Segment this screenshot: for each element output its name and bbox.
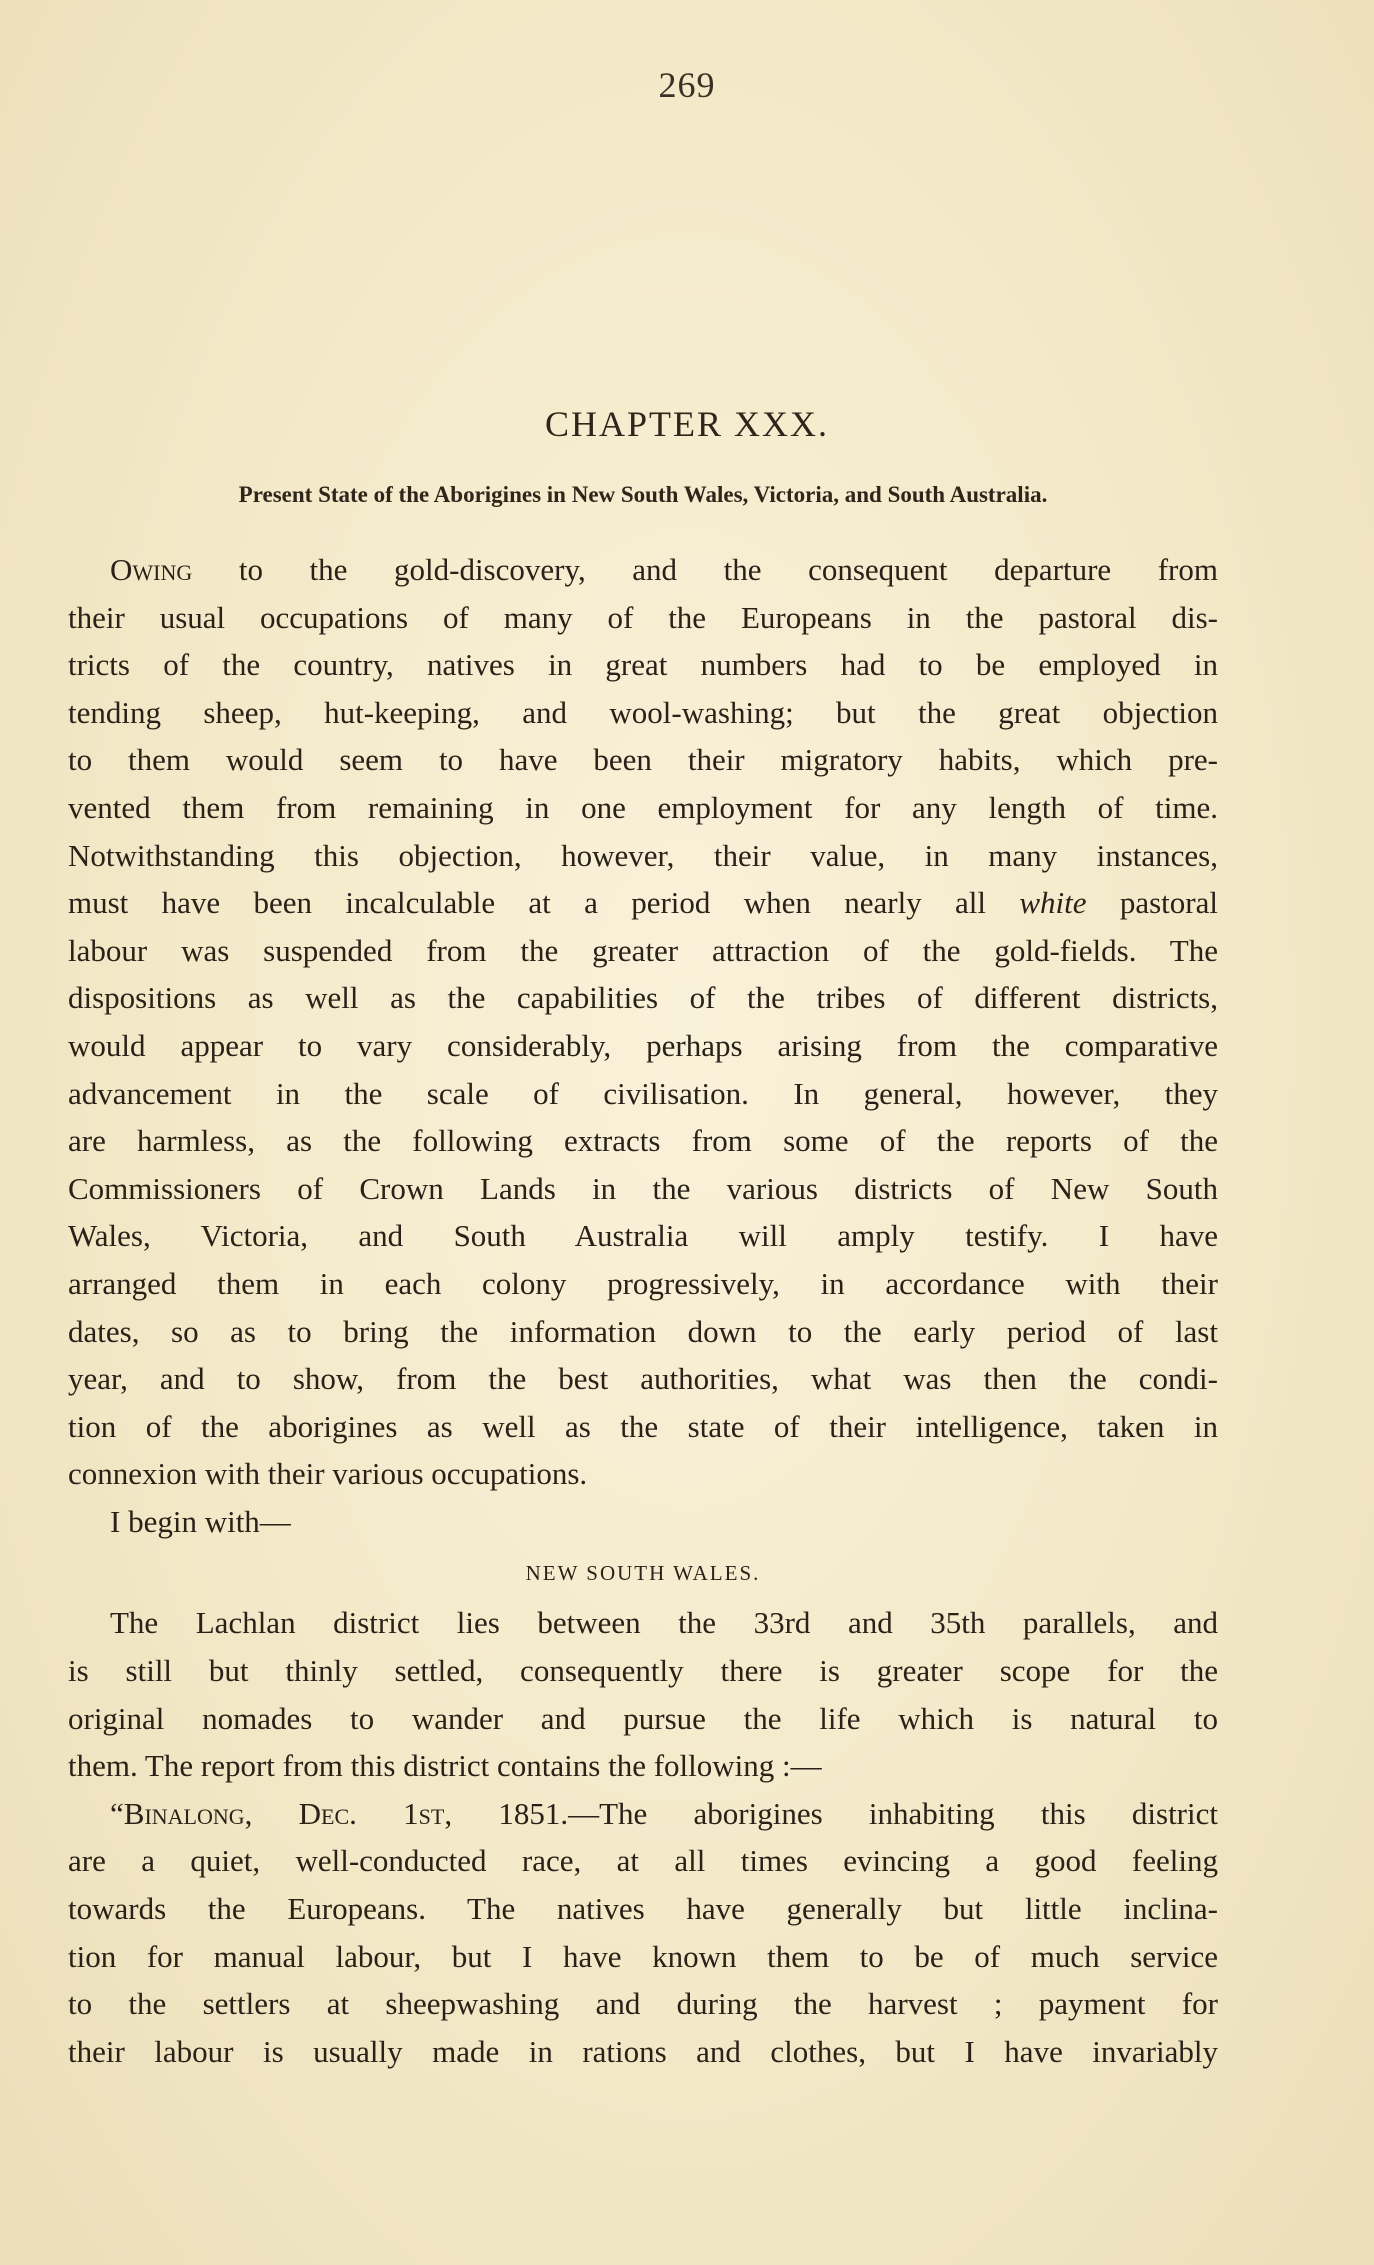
paragraph-line: original nomades to wander and pursue the life which is natural to (68, 1700, 1218, 1736)
paragraph-line: them. The report from this district contains the following :— (68, 1748, 822, 1784)
paragraph-line: dates, so as to bring the information down to the early period of last (68, 1313, 1218, 1349)
quote-place: Binalong, Dec. 1st (123, 1795, 445, 1831)
paragraph-line: vented them from remaining in one employment for any length of time. (68, 789, 1218, 825)
section-body (68, 1599, 1218, 2075)
section-heading: NEW SOUTH WALES. (525, 1561, 761, 1586)
paragraph-line: Notwithstanding this objection, however, their value, in many instances, (68, 837, 1218, 873)
paragraph-line: dispositions as well as the capabilities of the tribes of different districts, (68, 980, 1218, 1016)
paragraph-line: must have been incalculable at a period when nearly all white pastoral (68, 885, 1218, 921)
paragraph-line: Commissioners of Crown Lands in the various districts of New South (68, 1170, 1218, 1206)
paragraph-line: tending sheep, hut-keeping, and wool-washing; but the great objection (68, 694, 1218, 730)
page-number: 269 (658, 65, 716, 105)
paragraph-line: tion of the aborigines as well as the state of their intelligence, taken in (68, 1408, 1218, 1444)
paragraph-line: would appear to vary considerably, perhaps arising from the comparative (68, 1027, 1218, 1063)
paragraph-line: connexion with their various occupations. (68, 1456, 588, 1492)
paragraph-line: their usual occupations of many of the Europeans in the pastoral dis- (68, 599, 1218, 635)
paragraph-line: are harmless, as the following extracts from some of the reports of the (68, 1123, 1218, 1159)
paragraph-line: is still but thinly settled, consequently there is greater scope for the (68, 1653, 1218, 1689)
body-text (68, 546, 1218, 2075)
quote-line: are a quiet, well-conducted race, at all times evincing a good feeling (68, 1843, 1218, 1879)
paragraph-line: advancement in the scale of civilisation. In general, however, they (68, 1075, 1218, 1111)
quote-line: tion for manual labour, but I have known them to be of much service (68, 1938, 1218, 1974)
paragraph-line: The Lachlan district lies between the 33rd and 35th parallels, and (110, 1605, 1218, 1641)
quote-line: towards the Europeans. The natives have generally but little inclina- (68, 1891, 1218, 1927)
quote-line: to the settlers at sheepwashing and during the harvest ; payment for (68, 1986, 1218, 2022)
italic-word: white (1019, 885, 1087, 921)
chapter-title: CHAPTER XXX. (544, 404, 829, 444)
paragraph-line: tricts of the country, natives in great numbers had to be employed in (68, 647, 1218, 683)
begin-line: I begin with— (110, 1503, 291, 1539)
paragraph-line: Wales, Victoria, and South Australia will amply testify. I have (68, 1218, 1218, 1254)
paragraph-line: arranged them in each colony progressively, in accordance with their (68, 1265, 1218, 1301)
quote-line: their labour is usually made in rations and clothes, but I have invariably (68, 2033, 1218, 2069)
paragraph-line: Owing to the gold-discovery, and the consequent departure from (110, 552, 1218, 587)
paragraph-line: to them would seem to have been their migratory habits, which pre- (68, 742, 1218, 778)
drop-word: Owing (110, 552, 193, 587)
quote-line: “Binalong, Dec. 1st, 1851.—The aborigines inhabiting this district (110, 1795, 1218, 1831)
paragraph-line: labour was suspended from the greater attraction of the gold-fields. The (68, 932, 1218, 968)
paragraph-line: year, and to show, from the best authorities, what was then the condi- (68, 1361, 1218, 1397)
chapter-subtitle: Present State of the Aborigines in New South Wales, Victoria, and South Australia. (238, 482, 1048, 507)
